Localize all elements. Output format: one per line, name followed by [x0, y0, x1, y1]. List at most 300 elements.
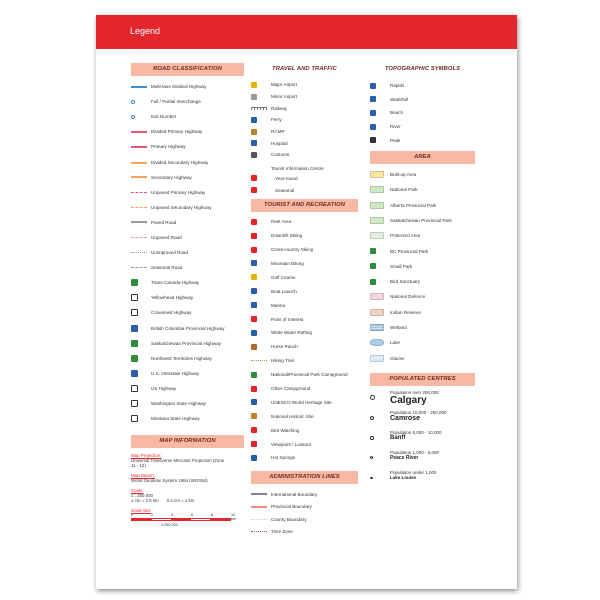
symbol-slot: [370, 292, 390, 302]
populated-centres-list: [370, 390, 475, 490]
scale-bar-caption: 1:250 000: [161, 523, 178, 528]
symbol-slot: [251, 272, 271, 282]
legend-label: BC Provincial Park: [390, 248, 429, 254]
legend-label: Point of Interest: [271, 316, 304, 322]
builtup-area-swatch: [370, 171, 384, 178]
symbol-slot: [251, 527, 271, 537]
example-town-name: Banff: [390, 434, 406, 441]
populated-centre-text: [390, 410, 447, 422]
legend-label: Protected Area: [390, 233, 421, 239]
national-defence-swatch: [370, 293, 384, 300]
tourist-recreation-list: [251, 215, 358, 465]
unpaved-secondary-line: [131, 207, 147, 208]
map-information-header: MAP INFORMATION: [131, 435, 244, 448]
us-highway-shield: [131, 385, 138, 392]
legend-row: [370, 167, 475, 182]
alberta-park-swatch: [370, 202, 384, 209]
scale-bar-tick-label: 8: [211, 513, 214, 518]
legend-label: Northwest Territories Highway: [151, 355, 212, 361]
international-boundary-line: [251, 493, 267, 495]
symbol-slot: [251, 439, 271, 449]
legend-row: [251, 114, 358, 126]
scale-bar-tick-label: 4: [171, 513, 174, 518]
legend-row: [251, 354, 358, 368]
legend-row: [131, 290, 244, 305]
symbol-slot: [370, 430, 390, 440]
symbol-slot: [131, 202, 151, 212]
yellowhead-shield: [131, 294, 138, 301]
legend-label: Hot Springs: [271, 455, 296, 461]
legend-row: [251, 312, 358, 326]
legend-row: [370, 259, 475, 274]
legend-row: [131, 305, 244, 320]
downhill-skiing-icon: [251, 233, 257, 239]
symbol-slot: [131, 217, 151, 227]
legend-label: White Water Rafting: [271, 330, 312, 336]
legend-row: [251, 149, 358, 161]
legend-row: [251, 243, 358, 257]
legend-label: Railway: [271, 105, 288, 111]
town-dot-icon: [370, 395, 375, 400]
legend-row: [251, 137, 358, 149]
legend-label: Secondary Highway: [151, 174, 192, 180]
map-datum-key: Map Datum:: [131, 473, 155, 479]
legend-row: [251, 215, 358, 229]
population-range: Population 1,000 - 5,000: [390, 449, 440, 455]
scale-bar-segment: [152, 519, 172, 520]
travel-traffic-list: [251, 79, 358, 196]
rcmp-icon: [251, 129, 257, 135]
legend-label: Small Park: [390, 263, 413, 269]
symbol-slot: [370, 353, 390, 363]
tourist-recreation-header: TOURIST AND RECREATION: [251, 199, 358, 212]
legend-row: [251, 229, 358, 243]
legend-label: Hiking Trail: [271, 358, 294, 364]
us-interstate-shield: [131, 370, 138, 377]
symbol-slot: [370, 338, 390, 348]
map-projection-key: Map Projection:: [131, 453, 162, 459]
sask-highway-shield: [131, 340, 138, 347]
legend-row: [251, 298, 358, 312]
scale-bar-tick-label: 6: [191, 513, 194, 518]
legend-label: Viewpoint / Lookout: [271, 441, 312, 447]
legend-row: [370, 106, 475, 120]
column-3: [370, 63, 475, 490]
legend-label: Cross-country Skiing: [271, 247, 314, 253]
scale-cm-km: 1 cm = 2.5 km: [131, 498, 159, 504]
white-water-rafting-icon: [251, 330, 257, 336]
symbol-slot: [251, 80, 271, 90]
bc-highway-shield: [131, 325, 138, 332]
bird-watching-icon: [251, 427, 257, 433]
horse-ranch-icon: [251, 344, 257, 350]
legend-label: International Boundary: [271, 491, 318, 497]
symbol-slot: [251, 384, 271, 394]
county-boundary-line: [251, 519, 267, 520]
legend-label: Trans-Canada-Highway: [151, 280, 200, 286]
scale-bar-tick-label: 10 km: [231, 513, 237, 522]
populated-centre-row: [370, 410, 475, 430]
symbol-slot: [251, 314, 271, 324]
legend-label: Marina: [271, 302, 286, 308]
scale-bar-segment: [132, 519, 152, 520]
legend-row: [131, 185, 244, 200]
legend-row: [251, 126, 358, 138]
symbol-slot: [370, 246, 390, 256]
symbol-slot: [370, 410, 390, 420]
legend-row: [131, 215, 244, 230]
legend-row: [131, 336, 244, 351]
legend-row: [131, 245, 244, 260]
mountain-biking-icon: [251, 260, 257, 266]
legend-label: Rapids: [390, 83, 405, 89]
secondary-highway-line: [131, 176, 147, 178]
legend-label: Unimproved Road: [151, 250, 189, 256]
legend-row: [131, 154, 244, 169]
symbol-slot: [131, 82, 151, 92]
exit-number-symbol: [131, 115, 135, 119]
topographic-symbols-list: [370, 79, 475, 147]
symbol-slot: [251, 425, 271, 435]
legend-label: Saskatchewan Provincial Park: [390, 218, 452, 223]
legend-label: RCMP: [271, 129, 285, 135]
legend-label: US Highway: [151, 385, 177, 391]
legend-label: Golf Course: [271, 274, 296, 280]
legend-label: Full / Partial Interchange: [151, 99, 201, 105]
legend-row: [251, 257, 358, 271]
legend-row: [251, 409, 358, 423]
column-1: [131, 63, 244, 529]
legend-label: County Boundary: [271, 516, 307, 522]
sask-park-swatch: [370, 217, 384, 224]
legend-row: [370, 305, 475, 320]
legend-label: Unpaved Road: [151, 234, 182, 240]
populated-centre-row: [370, 450, 475, 470]
legend-label: National/Provincial Park Campground: [271, 372, 348, 378]
railway-line: [251, 107, 267, 110]
column-2: [251, 63, 358, 538]
other-campground-icon: [251, 386, 257, 392]
legend-row: [131, 79, 244, 94]
legend-label: Provincial Boundary: [271, 504, 312, 510]
symbol-slot: [251, 162, 271, 172]
waterfall-icon: [370, 96, 376, 102]
legend-row: [370, 320, 475, 335]
legend-label: Downhill Skiing: [271, 233, 303, 239]
symbol-slot: [131, 368, 151, 378]
scale-bar-key: Scale Bar:: [131, 508, 152, 514]
legend-label: Other Campground: [271, 386, 311, 391]
park-campground-icon: [251, 372, 257, 378]
legend-row: [251, 423, 358, 437]
wetland-swatch: [370, 324, 384, 331]
scale-bar-segment: [210, 519, 230, 520]
scale-bar-segment: [191, 519, 211, 520]
viewpoint-icon: [251, 441, 257, 447]
legend-row: [251, 340, 358, 354]
legend-row: [370, 351, 475, 366]
legend-label: Built-up Area: [390, 172, 417, 178]
symbol-slot: [131, 338, 151, 348]
boat-launch-icon: [251, 288, 257, 294]
symbol-slot: [370, 277, 390, 287]
glacier-swatch: [370, 355, 384, 362]
map-projection-value: Universal Transverse Mercator Projection (Zone 11 - 12): [131, 458, 225, 469]
symbol-slot: [131, 232, 151, 242]
legend-row: [131, 94, 244, 109]
population-range: Population over 250,000: [390, 389, 439, 395]
populated-centre-row: [370, 430, 475, 450]
tourist-info-yearround-icon: [251, 175, 257, 181]
legend-label: Peak: [390, 137, 401, 143]
symbol-slot: [251, 231, 271, 241]
legend-row: [251, 382, 358, 396]
legend-label: Rest Area: [271, 219, 292, 225]
symbol-slot: [131, 399, 151, 409]
legend-title: Legend: [130, 26, 161, 36]
scale-ratio: 1 : 250 000: [131, 493, 153, 499]
town-dot-icon: [370, 456, 373, 459]
symbol-slot: [251, 185, 271, 195]
historic-site-icon: [251, 413, 257, 419]
legend-label: Unpaved Secondary Highway: [151, 204, 212, 210]
ferry-icon: [251, 117, 257, 123]
national-park-swatch: [370, 186, 384, 193]
symbol-slot: [370, 200, 390, 210]
area-header: AREA: [370, 151, 475, 164]
major-airport-icon: [251, 82, 257, 88]
symbol-slot: [131, 278, 151, 288]
symbol-slot: [370, 216, 390, 226]
symbol-slot: [251, 115, 271, 125]
symbol-slot: [251, 453, 271, 463]
legend-label: Seasonal: [275, 187, 295, 193]
symbol-slot: [131, 308, 151, 318]
legend-title-bar: [96, 15, 517, 49]
road-classification-header: ROAD CLASSIFICATION: [131, 63, 244, 76]
legend-label: Boat Launch: [271, 288, 297, 294]
symbol-slot: [131, 293, 151, 303]
golf-course-icon: [251, 274, 257, 280]
small-park-icon: [370, 263, 376, 269]
populated-centre-text: [390, 430, 442, 441]
legend-label: Washington State Highway: [151, 401, 206, 407]
populated-centres-header: POPULATED CENTRES: [370, 373, 475, 386]
legend-label: River: [390, 124, 401, 130]
symbol-slot: [251, 173, 271, 183]
population-range: Population under 1,000: [390, 469, 437, 475]
time-zone-line: [251, 531, 267, 532]
legend-row: [131, 351, 244, 366]
legend-label: Tourist Information Centre: [271, 166, 324, 172]
legend-row: [251, 184, 358, 196]
bc-park-icon: [370, 248, 376, 254]
legend-row: [251, 488, 358, 501]
legend-row: [131, 139, 244, 154]
symbol-slot: [251, 217, 271, 227]
tourist-info-seasonal-icon: [251, 187, 257, 193]
example-town-name: Lake Louise: [390, 474, 417, 480]
scale-bar-segment: [171, 519, 191, 520]
legend-row: [131, 396, 244, 411]
legend-label: Yellowhead Highway: [151, 295, 194, 301]
legend-label: Lake: [390, 340, 400, 346]
legend-label: Divided Secondary Highway: [151, 159, 209, 165]
symbol-slot: [370, 108, 390, 118]
symbol-slot: [131, 127, 151, 137]
paved-road-line: [131, 221, 147, 223]
legend-row: [251, 525, 358, 538]
bird-sanctuary-icon: [370, 279, 376, 285]
symbol-slot: [251, 489, 271, 499]
washington-shield: [131, 400, 138, 407]
symbol-slot: [251, 258, 271, 268]
unpaved-primary-line: [131, 192, 147, 193]
legend-label: British Columbia Provincial Highway: [151, 325, 225, 331]
unpaved-road-line: [131, 237, 147, 238]
symbol-slot: [251, 150, 271, 160]
legend-row: [370, 120, 475, 134]
symbol-slot: [370, 170, 390, 180]
symbol-slot: [370, 307, 390, 317]
symbol-slot: [251, 127, 271, 137]
divided-secondary-line: [131, 161, 147, 164]
legend-row: [251, 284, 358, 298]
symbol-slot: [370, 231, 390, 241]
legend-row: [131, 411, 244, 426]
unesco-icon: [251, 399, 257, 405]
populated-centre-row: [370, 390, 475, 410]
legend-label: Mountain Biking: [271, 260, 304, 266]
legend-row: [370, 228, 475, 243]
symbol-slot: [251, 286, 271, 296]
symbol-slot: [131, 97, 151, 107]
legend-row: [370, 289, 475, 304]
legend-row: [251, 326, 358, 340]
legend-label: Alberta Provincial Park: [390, 202, 437, 208]
legend-row: [370, 335, 475, 350]
legend-label: Hospital: [271, 140, 288, 146]
montana-shield: [131, 415, 138, 422]
legend-row: [251, 500, 358, 513]
symbol-slot: [251, 138, 271, 148]
legend-row: [131, 230, 244, 245]
symbol-slot: [251, 502, 271, 512]
legend-row: [131, 321, 244, 336]
scale-bar: [131, 513, 237, 529]
administration-lines-header: ADMINISTRATION LINES: [251, 471, 358, 484]
hiking-trail-line: [251, 360, 267, 361]
map-information-section: [131, 435, 244, 529]
beach-icon: [370, 110, 376, 116]
multilane-highway-line: [131, 85, 147, 88]
legend-label: Year-round: [275, 175, 298, 181]
trans-canada-shield: [131, 279, 138, 286]
example-town-name: Calgary: [390, 394, 427, 406]
hot-springs-icon: [251, 455, 257, 461]
populated-centre-text: [390, 470, 437, 480]
peak-icon: [370, 137, 376, 143]
rest-area-icon: [251, 219, 257, 225]
symbol-slot: [131, 323, 151, 333]
river-icon: [370, 124, 376, 130]
town-dot-icon: [370, 416, 374, 420]
symbol-slot: [251, 300, 271, 310]
legend-row: [131, 170, 244, 185]
symbol-slot: [251, 245, 271, 255]
symbol-slot: [251, 356, 271, 366]
symbol-slot: [131, 263, 151, 273]
legend-label: Unpaved Primary Highway: [151, 189, 206, 195]
cross-country-skiing-icon: [251, 247, 257, 253]
example-town-name: Camrose: [390, 414, 420, 422]
legend-row: [131, 109, 244, 124]
legend-row: [251, 513, 358, 526]
symbol-slot: [370, 390, 390, 400]
symbol-slot: [131, 414, 151, 424]
legend-row: [251, 102, 358, 114]
symbol-slot: [251, 92, 271, 102]
legend-label: Saskatchewan Provincial Highway: [151, 340, 221, 346]
symbol-slot: [251, 411, 271, 421]
legend-row: [370, 243, 475, 258]
symbol-slot: [370, 81, 390, 91]
legend-row: [370, 133, 475, 147]
legend-label: Ferry: [271, 117, 282, 123]
marina-icon: [251, 302, 257, 308]
population-range: Population 5,000 - 10,000: [390, 429, 442, 435]
legend-label: Major Airport: [271, 82, 298, 88]
scale-key: Scale:: [131, 488, 144, 494]
legend-label: Customs: [271, 152, 290, 158]
example-town-name: Peace River: [390, 454, 419, 461]
symbol-slot: [131, 187, 151, 197]
legend-row: [251, 395, 358, 409]
symbol-slot: [370, 470, 390, 480]
symbol-slot: [251, 514, 271, 524]
point-of-interest-icon: [251, 316, 257, 322]
symbol-slot: [370, 261, 390, 271]
symbol-slot: [251, 103, 271, 113]
scale-bar-tick-label: 2: [151, 513, 154, 518]
legend-row: [251, 173, 358, 185]
legend-row: [131, 124, 244, 139]
legend-label: Exit Number: [151, 114, 177, 120]
legend-row: [370, 198, 475, 213]
symbol-slot: [251, 328, 271, 338]
legend-label: Indian Reserve: [390, 309, 421, 315]
area-list: [370, 167, 475, 366]
protected-area-swatch: [370, 232, 384, 239]
legend-row: [251, 437, 358, 451]
legend-label: Paved Road: [151, 219, 177, 225]
symbol-slot: [251, 397, 271, 407]
legend-row: [251, 270, 358, 284]
symbol-slot: [370, 135, 390, 145]
legend-row: [251, 161, 358, 173]
legend-label: Time Zone: [271, 529, 293, 535]
legend-row: [251, 79, 358, 91]
legend-label: Bird Watching: [271, 427, 300, 433]
legend-label: Glacier: [390, 355, 405, 361]
customs-icon: [251, 152, 257, 158]
population-range: Population 10,000 - 250,000: [390, 409, 447, 415]
legend-label: National Defence: [390, 294, 426, 300]
populated-centre-text: [390, 450, 439, 461]
road-classification-list: [131, 79, 244, 426]
hospital-icon: [251, 140, 257, 146]
town-dot-icon: [370, 436, 374, 440]
